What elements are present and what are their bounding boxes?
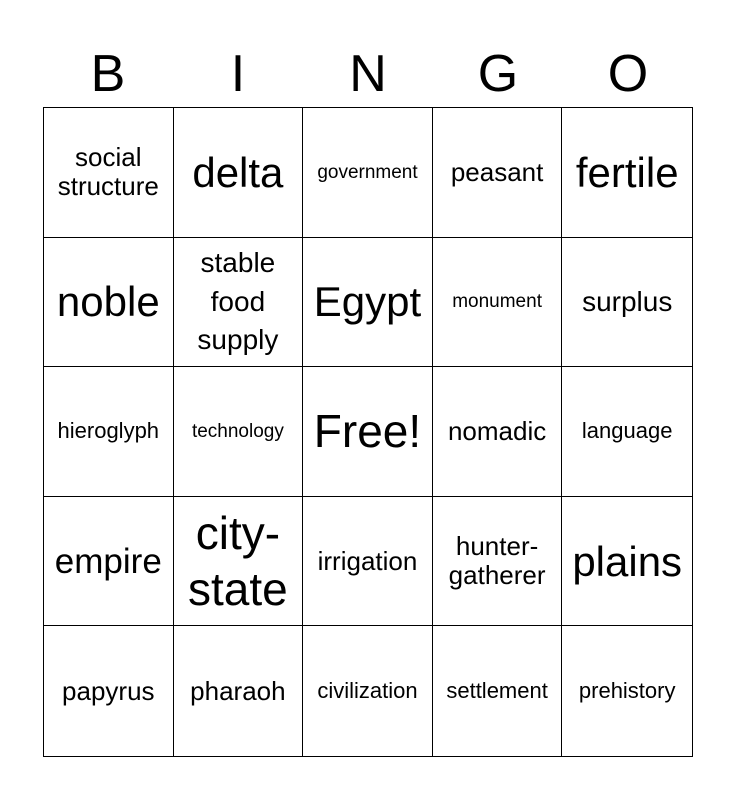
bingo-cell[interactable]: language (562, 367, 692, 497)
bingo-board (43, 107, 693, 757)
bingo-cell[interactable]: peasant (433, 108, 563, 238)
bingo-cell[interactable]: pharaoh (174, 626, 304, 756)
bingo-free-cell[interactable]: Free! (303, 367, 433, 497)
bingo-cell[interactable]: fertile (562, 108, 692, 238)
bingo-cell[interactable]: stable food supply (174, 238, 304, 368)
bingo-cell[interactable]: social structure (44, 108, 174, 238)
bingo-cell[interactable]: technology (174, 367, 304, 497)
header-letter-o: O (607, 45, 649, 103)
bingo-cell[interactable]: civilization (303, 626, 433, 756)
bingo-cell[interactable]: plains (562, 497, 692, 627)
header-letter-b: B (90, 45, 126, 103)
bingo-cell[interactable]: Egypt (303, 238, 433, 368)
bingo-cell[interactable]: papyrus (44, 626, 174, 756)
bingo-cell[interactable]: hunter-gatherer (433, 497, 563, 627)
bingo-cell[interactable]: noble (44, 238, 174, 368)
bingo-cell[interactable]: government (303, 108, 433, 238)
bingo-header (43, 40, 693, 108)
bingo-cell[interactable]: settlement (433, 626, 563, 756)
bingo-cell[interactable]: nomadic (433, 367, 563, 497)
bingo-cell[interactable]: hieroglyph (44, 367, 174, 497)
header-letter-n: N (349, 45, 387, 103)
bingo-cell[interactable]: city-state (174, 497, 304, 627)
bingo-cell[interactable]: irrigation (303, 497, 433, 627)
header-letter-i: I (230, 45, 246, 103)
bingo-cell[interactable]: prehistory (578, 677, 676, 703)
header-letter-g: G (477, 45, 519, 103)
bingo-cell[interactable]: surplus (562, 238, 692, 368)
bingo-cell[interactable]: monument (433, 238, 563, 368)
bingo-cell[interactable]: delta (174, 108, 304, 238)
bingo-cell[interactable]: empire (44, 497, 174, 627)
